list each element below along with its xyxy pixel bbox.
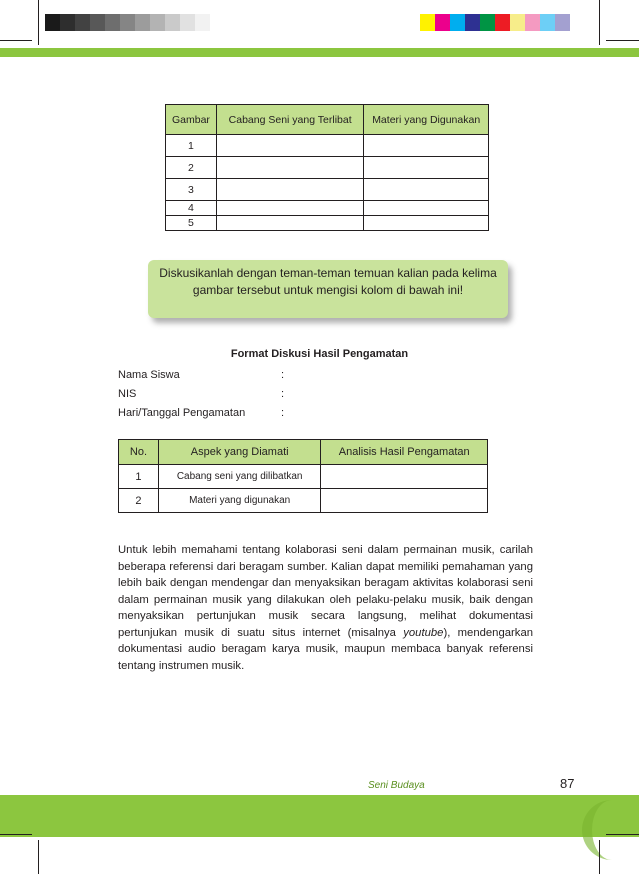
registration-swatch: [45, 14, 60, 31]
table-row: [166, 135, 489, 157]
page-number: 87: [560, 776, 575, 791]
column-header: Materi yang Digunakan: [364, 105, 489, 135]
registration-swatch: [510, 14, 525, 31]
empty-cell[interactable]: [216, 201, 363, 216]
table-row: [166, 179, 489, 201]
empty-cell[interactable]: [364, 135, 489, 157]
table-row: [119, 489, 488, 513]
aspect-cell: Cabang seni yang dilibatkan: [158, 465, 321, 489]
crop-mark: [599, 0, 600, 45]
instruction-callout: Diskusikanlah dengan teman-teman temuan kalian pada kelima gambar tersebut untuk mengisi kolom di bawah ini!: [148, 260, 508, 318]
row-number: 5: [166, 216, 217, 231]
aspect-cell: Materi yang digunakan: [158, 489, 321, 513]
crop-mark: [606, 834, 639, 835]
column-header: No.: [119, 440, 159, 465]
bottom-margin: [0, 837, 639, 874]
observation-analysis-table: [118, 439, 488, 513]
crop-mark: [38, 840, 39, 874]
row-number: 4: [166, 201, 217, 216]
table-row: [119, 465, 488, 489]
empty-cell[interactable]: [216, 157, 363, 179]
column-header: Cabang Seni yang Terlibat: [216, 105, 363, 135]
table-header-row: [119, 440, 488, 465]
crop-mark: [38, 0, 39, 45]
row-number: 2: [119, 489, 159, 513]
registration-swatch: [150, 14, 165, 31]
table-row: [166, 201, 489, 216]
empty-cell[interactable]: [364, 157, 489, 179]
format-title: Format Diskusi Hasil Pengamatan: [230, 348, 409, 360]
column-header: Gambar: [166, 105, 217, 135]
image-observation-table: [165, 104, 489, 231]
table-row: [166, 157, 489, 179]
registration-swatch: [450, 14, 465, 31]
registration-swatch: [525, 14, 540, 31]
column-header: Aspek yang Diamati: [158, 440, 321, 465]
empty-cell[interactable]: [216, 216, 363, 231]
registration-swatch: [435, 14, 450, 31]
empty-cell[interactable]: [321, 489, 488, 513]
registration-swatch: [495, 14, 510, 31]
paragraph-italic: youtube: [403, 626, 444, 639]
registration-swatch: [180, 14, 195, 31]
empty-cell[interactable]: [216, 179, 363, 201]
field-colon: :: [281, 407, 285, 419]
table-header-row: [166, 105, 489, 135]
registration-swatch: [165, 14, 180, 31]
registration-swatch: [480, 14, 495, 31]
field-colon: :: [281, 369, 285, 381]
table-row: [166, 216, 489, 231]
registration-swatch: [555, 14, 570, 31]
registration-swatch: [465, 14, 480, 31]
registration-swatch: [195, 14, 210, 31]
crop-mark: [0, 834, 32, 835]
footer-subject: Seni Budaya: [368, 780, 425, 791]
empty-cell[interactable]: [364, 216, 489, 231]
crop-mark: [599, 840, 600, 874]
empty-cell[interactable]: [364, 179, 489, 201]
empty-cell[interactable]: [321, 465, 488, 489]
registration-swatch: [90, 14, 105, 31]
row-number: 2: [166, 157, 217, 179]
field-label-name: Nama Siswa: [118, 369, 180, 381]
registration-swatch: [120, 14, 135, 31]
paragraph-text: ), mendengarkan dokumentasi audio beragam karya musik, maupun membaca banyak referensi tentang instrumen musik.: [118, 626, 534, 672]
body-paragraph: [118, 542, 533, 674]
column-header: Analisis Hasil Pengamatan: [321, 440, 488, 465]
registration-swatch: [60, 14, 75, 31]
registration-swatch: [420, 14, 435, 31]
registration-swatch: [75, 14, 90, 31]
row-number: 3: [166, 179, 217, 201]
empty-cell[interactable]: [364, 201, 489, 216]
field-colon: :: [281, 388, 285, 400]
field-label-date: Hari/Tanggal Pengamatan: [118, 407, 246, 419]
registration-swatch: [540, 14, 555, 31]
crop-mark: [606, 40, 639, 41]
paragraph-text: Untuk lebih memahami tentang kolaborasi seni dalam permainan musik, carilah beberapa referensi dari beragam sumber. Kalian dapat memiliki pemahaman yang lebih baik dengan mendengar dan menyaksikan beragam aktivitas kolaborasi seni dalam permainan musik yang dilakukan oleh pelaku-pelaku musik, baik dengan menyaksikan pertunjukan musik secara langsung, melihat dokumentasi pertunjukan musik di suatu situs internet (misalnya: [118, 544, 533, 639]
empty-cell[interactable]: [216, 135, 363, 157]
color-registration-bar: [420, 14, 570, 31]
field-label-nis: NIS: [118, 388, 137, 400]
row-number: 1: [119, 465, 159, 489]
registration-swatch: [105, 14, 120, 31]
crop-mark: [0, 40, 32, 41]
row-number: 1: [166, 135, 217, 157]
registration-swatch: [135, 14, 150, 31]
grayscale-registration-bar: [45, 14, 210, 31]
